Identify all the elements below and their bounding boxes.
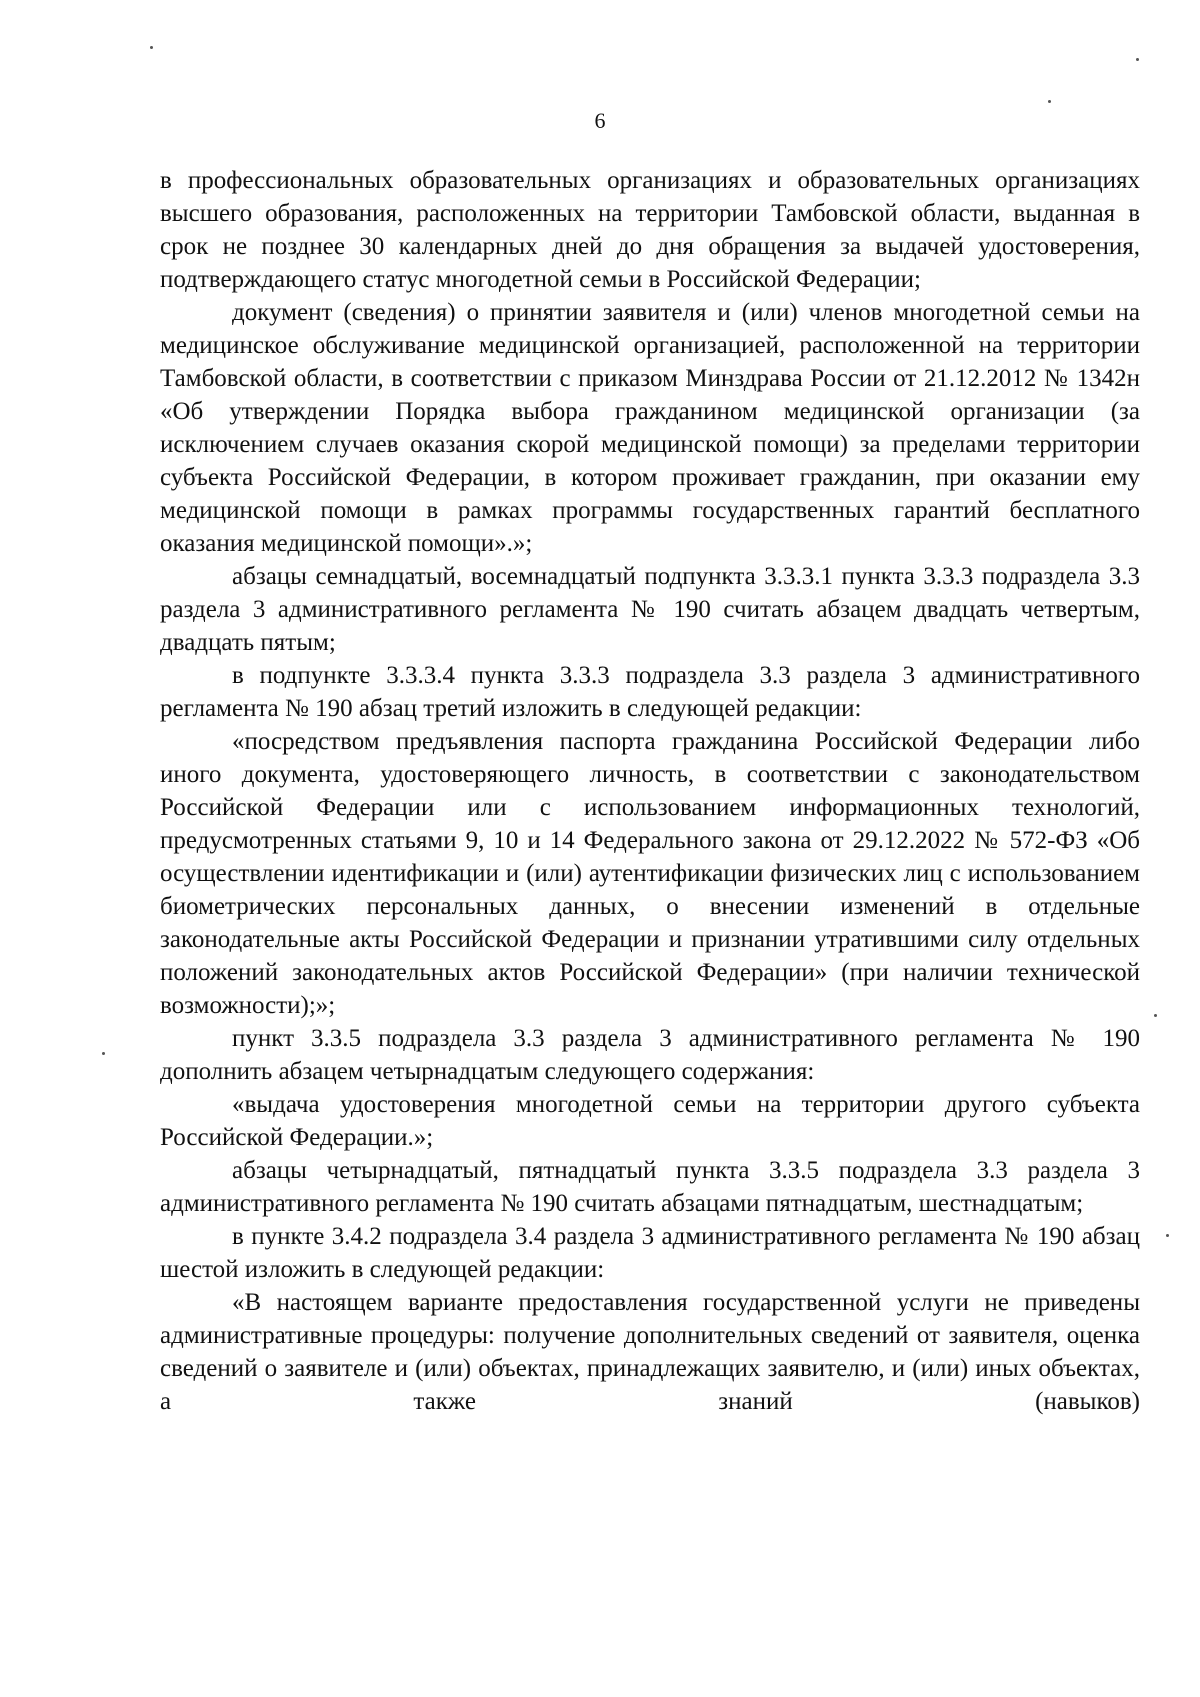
paragraph-renumber-3-3-5: абзацы четырнадцатый, пятнадцатый пункта 3.3.5 подраздела 3.3 раздела 3 административного регламента № 190 считать абзацами пятнадцатым, шестнадцатым;: [160, 1157, 1140, 1217]
scan-speck: [102, 1052, 105, 1055]
paragraph-amend-3-3-3-4: в подпункте 3.3.3.4 пункта 3.3.3 подраздела 3.3 раздела 3 административного регламента № 190 абзац третий изложить в следующей редакции:: [160, 662, 1140, 722]
paragraph-medical-document: документ (сведения) о принятии заявителя и (или) членов многодетной семьи на медицинское обслуживание медицинской организацией, расположенной на территории Тамбовской области, в соответствии с приказом Минздрава России от 21.12.2012 № 1342н «Об утверждении Порядка выбора гражданином медицинской организации (за исключением случаев оказания скорой медицинской помощи) за пределами территории субъекта Российской Федерации, в котором проживает гражданин, при оказании ему медицинской помощи в рамках программы государственных гарантий бесплатного оказания медицинской помощи».»;: [160, 299, 1140, 557]
paragraph-amend-3-3-5: пункт 3.3.5 подраздела 3.3 раздела 3 административного регламента № 190 дополнить абзацем четырнадцатым следующего содержания:: [160, 1025, 1140, 1085]
paragraph-issuance-quote: «выдача удостоверения многодетной семьи на территории другого субъекта Российской Федерации.»;: [160, 1091, 1140, 1151]
document-body: [160, 164, 1140, 1418]
paragraph-passport-quote: «посредством предъявления паспорта гражданина Российской Федерации либо иного документа, удостоверяющего личность, в соответствии с законодательством Российской Федерации или с использованием информационных технологий, предусмотренных статьями 9, 10 и 14 Федерального закона от 29.12.2022 № 572-ФЗ «Об осуществлении идентификации и (или) аутентификации физических лиц с использованием биометрических персональных данных, о внесении изменений в отдельные законодательные акты Российской Федерации и признании утратившими силу отдельных положений законодательных актов Российской Федерации» (при наличии технической возможности);»;: [160, 728, 1140, 1019]
paragraph-renumber-subclause: абзацы семнадцатый, восемнадцатый подпункта 3.3.3.1 пункта 3.3.3 подраздела 3.3 раздела 3 административного регламента № 190 считать абзацем двадцать четвертым, двадцать пятым;: [160, 563, 1140, 656]
paragraph-continuation: в профессиональных образовательных организациях и образовательных организациях высшего образования, расположенных на территории Тамбовской области, выданная в срок не позднее 30 календарных дней до дня обращения за выдачей удостоверения, подтверждающего статус многодетной семьи в Российской Федерации;: [160, 167, 1140, 293]
paragraph-procedures-quote: «В настоящем варианте предоставления государственной услуги не приведены административные процедуры: получение дополнительных сведений от заявителя, оценка сведений о заявителе и (или) объектах, принадлежащих заявителю, и (или) иных объектах, а также знаний (навыков): [160, 1289, 1140, 1415]
scan-speck: [1136, 58, 1139, 61]
scan-speck: [1166, 1234, 1169, 1237]
scan-speck: [150, 46, 153, 49]
page-number: 6: [594, 108, 606, 133]
scan-speck: [1048, 100, 1051, 103]
paragraph-amend-3-4-2: в пункте 3.4.2 подраздела 3.4 раздела 3 административного регламента № 190 абзац шестой изложить в следующей редакции:: [160, 1223, 1140, 1283]
scan-speck: [1154, 1014, 1157, 1017]
